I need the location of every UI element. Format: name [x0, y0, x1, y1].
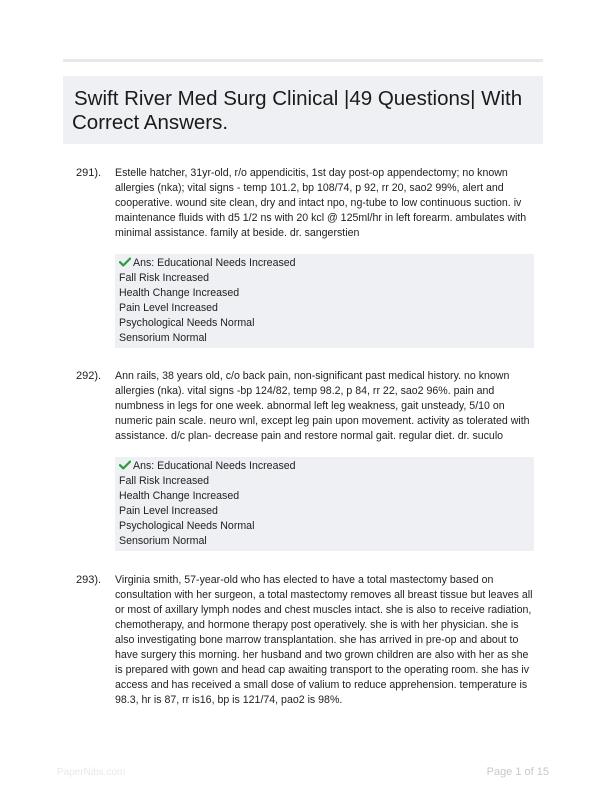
answer-line — [119, 459, 530, 474]
question-number: 293). — [76, 574, 102, 586]
check-icon — [119, 257, 131, 267]
question-text: Ann rails, 38 years old, c/o back pain, non-significant past medical history. no known allergies (nka). vital signs -bp 124/82, temp 98.2, p 84, rr 22, sao2 96%. pain and numbness in legs for one week. abnormal left leg weakness, gait unsteady, 5/10 on numeric pain scale. neuro wnl, except leg pain upon movement. activity as tolerated with assistance. d/c plan- decrease pain and restore normal gait. regular diet. dr. suculo — [115, 370, 530, 442]
answer-line — [119, 256, 530, 271]
check-icon — [119, 460, 131, 470]
question-number: 292). — [76, 370, 102, 382]
document-title: Swift River Med Surg Clinical |49 Questions| With Correct Answers. — [72, 87, 523, 134]
answer-line: Fall Risk Increased — [119, 475, 210, 487]
question-text: Estelle hatcher, 31yr-old, r/o appendicitis, 1st day post-op appendectomy; no known allergies (nka); vital signs - temp 101.2, bp 108/74, p 92, rr 20, sao2 99%, alert and cooperative. wound site clean, dry and intact npo, ng-tube to low continuous suction. iv maintenance fluids with d5 1/2 ns with 20 kcl @ 125ml/hr in left forearm. ambulates with minimal assistance. family at beside. dr. sangerstien — [115, 167, 527, 239]
answer-text: Ans: Educational Needs Increased — [133, 257, 296, 269]
answer-box — [115, 457, 534, 551]
answer-line: Psychological Needs Normal — [119, 317, 255, 329]
answer-line: Fall Risk Increased — [119, 272, 210, 284]
answer-text: Ans: Educational Needs Increased — [133, 460, 296, 472]
answer-line: Pain Level Increased — [119, 302, 218, 314]
top-divider — [63, 59, 543, 62]
answer-line: Psychological Needs Normal — [119, 520, 255, 532]
answer-line: Health Change Increased — [119, 287, 240, 299]
answer-line: Sensorium Normal — [119, 332, 207, 344]
answer-line: Health Change Increased — [119, 490, 240, 502]
answer-line: Sensorium Normal — [119, 535, 207, 547]
answer-box — [115, 254, 534, 348]
watermark-text: PaperNibs.com — [57, 767, 126, 778]
question-number: 291). — [76, 167, 102, 179]
page-number: Page 1 of 15 — [486, 766, 549, 778]
answer-line: Pain Level Increased — [119, 505, 218, 517]
title-banner — [63, 76, 543, 144]
question-text: Virginia smith, 57-year-old who has elected to have a total mastectomy based on consultation with her surgeon, a total mastectomy removes all breast tissue but leaves all or most of axillary lymph nodes and chest muscles intact. she is also to receive radiation, chemotherapy, and hormone therapy post operatively. she is with her physician. she is also investigating bone marrow transplantation. she has arrived in pre-op and about to have surgery this morning. her husband and two grown children are also with her as she is prepared with gown and head cap awaiting transport to the operating room. she has iv access and has received a small dose of valium to reduce apprehension. temperature is 98.3, hr is 87, rr is16, bp is 121/74, pao2 is 98%. — [115, 574, 533, 706]
